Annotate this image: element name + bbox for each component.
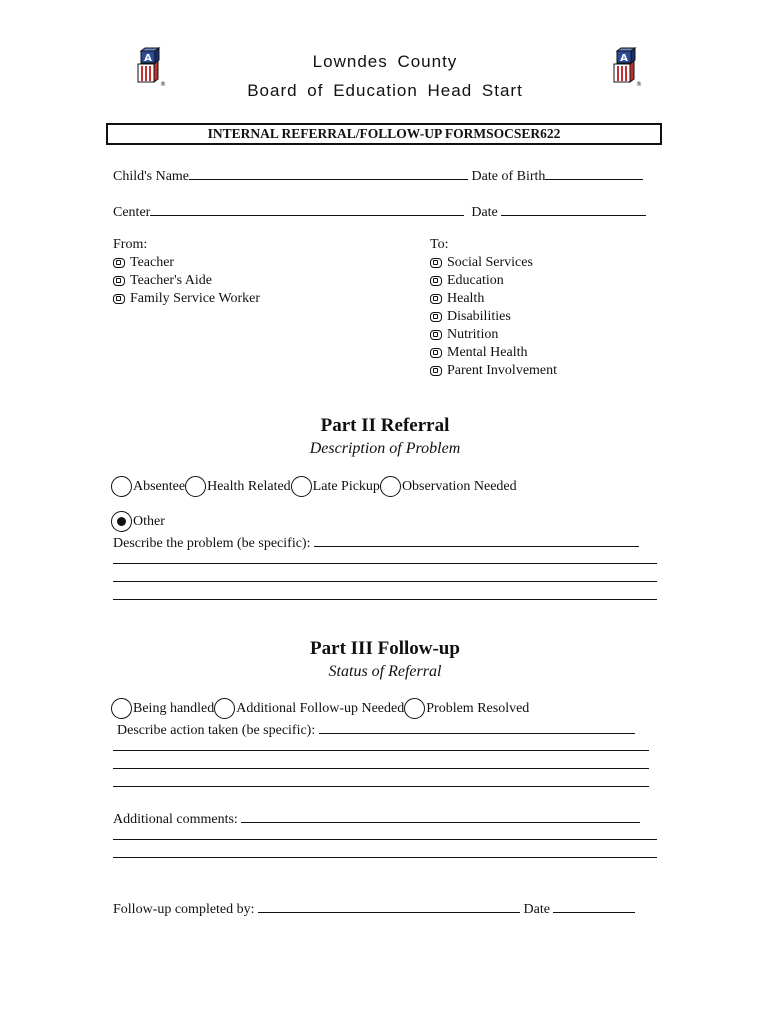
center-field[interactable] bbox=[150, 201, 464, 216]
center-label: Center bbox=[113, 205, 151, 220]
from-label: From: bbox=[113, 237, 148, 252]
checkbox-icon[interactable] bbox=[113, 258, 125, 268]
from-option[interactable] bbox=[113, 254, 260, 272]
radio-late-pickup[interactable] bbox=[291, 476, 312, 497]
checkbox-icon[interactable] bbox=[113, 294, 125, 304]
radio-label: Additional Follow-up Needed bbox=[236, 700, 405, 716]
date-label: Date bbox=[471, 205, 498, 220]
radio-observation-needed[interactable] bbox=[380, 476, 401, 497]
to-option-label: Disabilities bbox=[447, 309, 511, 324]
action-line[interactable] bbox=[113, 768, 649, 769]
action-line[interactable] bbox=[113, 750, 649, 751]
radio-label: Absentee bbox=[133, 478, 186, 494]
svg-text:®: ® bbox=[636, 81, 642, 88]
from-option[interactable] bbox=[113, 290, 260, 308]
to-label: To: bbox=[430, 237, 449, 252]
to-option-label: Social Services bbox=[447, 255, 533, 270]
svg-text:®: ® bbox=[160, 81, 166, 88]
describe-problem-row bbox=[113, 532, 639, 552]
to-option[interactable] bbox=[430, 308, 557, 326]
to-section bbox=[430, 236, 557, 380]
additional-comments-field[interactable] bbox=[241, 808, 640, 823]
status-options bbox=[111, 698, 529, 719]
radio-health-related[interactable] bbox=[185, 476, 206, 497]
to-option-label: Mental Health bbox=[447, 345, 528, 360]
describe-problem-field[interactable] bbox=[314, 532, 639, 547]
to-option[interactable] bbox=[430, 254, 557, 272]
from-section bbox=[113, 236, 260, 308]
radio-label: Problem Resolved bbox=[426, 700, 530, 716]
completed-date-label: Date bbox=[523, 902, 550, 917]
to-option-label: Nutrition bbox=[447, 327, 499, 342]
checkbox-icon[interactable] bbox=[430, 348, 442, 358]
date-field[interactable] bbox=[501, 201, 646, 216]
comments-line[interactable] bbox=[113, 857, 657, 858]
checkbox-icon[interactable] bbox=[430, 312, 442, 322]
form-title: INTERNAL REFERRAL/FOLLOW-UP FORMSOCSER622 bbox=[106, 123, 662, 145]
checkbox-icon[interactable] bbox=[430, 258, 442, 268]
radio-label: Being handled bbox=[133, 700, 215, 716]
to-option-label: Parent Involvement bbox=[447, 363, 558, 378]
problem-line[interactable] bbox=[113, 581, 657, 582]
to-option[interactable] bbox=[430, 362, 557, 380]
from-option-label: Teacher bbox=[130, 255, 175, 270]
checkbox-icon[interactable] bbox=[113, 276, 125, 286]
radio-additional-follow-up[interactable] bbox=[214, 698, 235, 719]
action-line[interactable] bbox=[113, 786, 649, 787]
radio-label: Late Pickup bbox=[312, 478, 380, 494]
to-option[interactable] bbox=[430, 344, 557, 362]
header-board: Board of Education Head Start bbox=[247, 81, 523, 100]
radio-absentee[interactable] bbox=[111, 476, 132, 497]
to-option[interactable] bbox=[430, 290, 557, 308]
part3-subtitle: Status of Referral bbox=[328, 663, 442, 680]
describe-action-label: Describe action taken (be specific): bbox=[117, 723, 316, 738]
checkbox-icon[interactable] bbox=[430, 276, 442, 286]
describe-action-row bbox=[117, 719, 635, 739]
from-option-label: Family Service Worker bbox=[130, 291, 261, 306]
additional-comments-label: Additional comments: bbox=[113, 812, 238, 827]
completed-date-field[interactable] bbox=[553, 898, 635, 913]
other-option bbox=[111, 511, 165, 532]
dob-label: Date of Birth bbox=[471, 169, 546, 184]
header-county: Lowndes County bbox=[312, 52, 458, 71]
additional-comments-row bbox=[113, 808, 640, 828]
radio-other[interactable] bbox=[111, 511, 132, 532]
radio-label: Health Related bbox=[207, 478, 291, 494]
child-name-field[interactable] bbox=[189, 165, 468, 180]
child-name-label: Child's Name bbox=[113, 169, 190, 184]
radio-problem-resolved[interactable] bbox=[404, 698, 425, 719]
describe-action-field[interactable] bbox=[319, 719, 635, 734]
to-option-label: Health bbox=[447, 291, 485, 306]
completed-by-field[interactable] bbox=[258, 898, 520, 913]
part3-title: Part III Follow-up bbox=[310, 638, 460, 659]
problem-line[interactable] bbox=[113, 563, 657, 564]
checkbox-icon[interactable] bbox=[430, 330, 442, 340]
from-option[interactable] bbox=[113, 272, 260, 290]
svg-text:A: A bbox=[144, 53, 152, 64]
part2-title: Part II Referral bbox=[320, 415, 450, 436]
problem-line[interactable] bbox=[113, 599, 657, 600]
to-option[interactable] bbox=[430, 326, 557, 344]
radio-label: Observation Needed bbox=[401, 478, 517, 494]
child-info-row bbox=[113, 165, 643, 185]
center-row bbox=[113, 201, 646, 221]
from-option-label: Teacher's Aide bbox=[130, 273, 213, 288]
to-option-label: Education bbox=[447, 273, 504, 288]
comments-line[interactable] bbox=[113, 839, 657, 840]
radio-being-handled[interactable] bbox=[111, 698, 132, 719]
completed-by-label: Follow-up completed by: bbox=[113, 902, 255, 917]
describe-problem-label: Describe the problem (be specific): bbox=[113, 536, 311, 551]
problem-options bbox=[111, 476, 517, 497]
to-option[interactable] bbox=[430, 272, 557, 290]
dob-field[interactable] bbox=[545, 165, 643, 180]
radio-label: Other bbox=[133, 513, 165, 529]
part2-subtitle: Description of Problem bbox=[309, 440, 461, 457]
checkbox-icon[interactable] bbox=[430, 294, 442, 304]
svg-text:A: A bbox=[620, 53, 628, 64]
completed-row bbox=[113, 898, 635, 918]
checkbox-icon[interactable] bbox=[430, 366, 442, 376]
